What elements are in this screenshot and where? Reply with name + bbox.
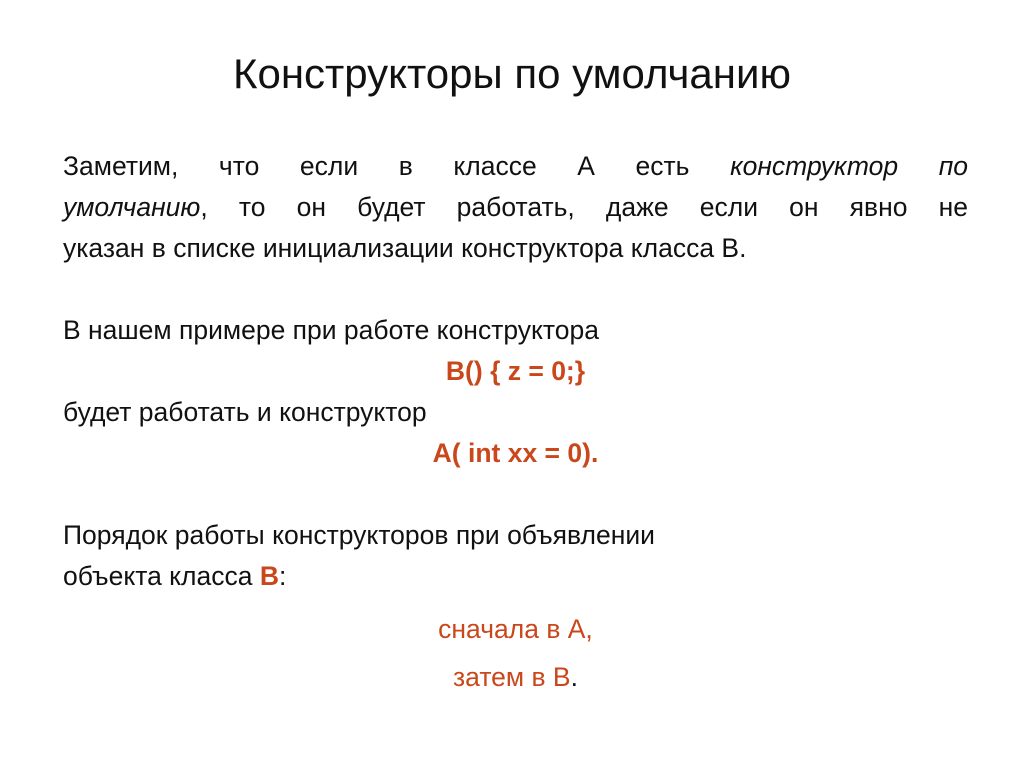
spacer [63,474,968,515]
slide-title: Конструкторы по умолчанию [233,50,791,97]
spacer [63,597,968,605]
code-a-constructor: A( int xx = 0). [432,438,599,468]
paragraph-1-line-1 [63,146,968,187]
paragraph-1-italic-1: конструктор по [730,151,969,181]
paragraph-3-line-2 [63,556,968,597]
order-step-2 [63,653,968,701]
paragraph-1-text-2: , то он будет работать, даже если он явно не [200,192,968,222]
paragraph-1-text-1: Заметим, что если в классе А есть [63,151,690,181]
order-step-1: сначала в А, [438,614,593,644]
code-b-constructor: B() { z = 0;} [445,356,586,386]
paragraph-3-prefix: объекта класса [63,561,260,591]
class-b-label: B [259,561,280,591]
paragraph-2-line-2: будет работать и конструктор [63,397,427,427]
paragraph-1-line-2 [63,187,968,228]
paragraph-2-line-1: В нашем примере при работе конструктора [63,315,599,345]
paragraph-3-line-1: Порядок работы конструкторов при объявлении [63,520,655,550]
paragraph-3-colon: : [279,561,287,591]
spacer [63,269,968,310]
slide-body [63,146,968,701]
order-step-2-period: . [570,662,578,692]
paragraph-1-line-3: указан в списке инициализации конструктора класса В. [63,233,747,263]
paragraph-1-italic-2: умолчанию [63,192,201,222]
order-step-2-text: затем в В [453,662,571,692]
